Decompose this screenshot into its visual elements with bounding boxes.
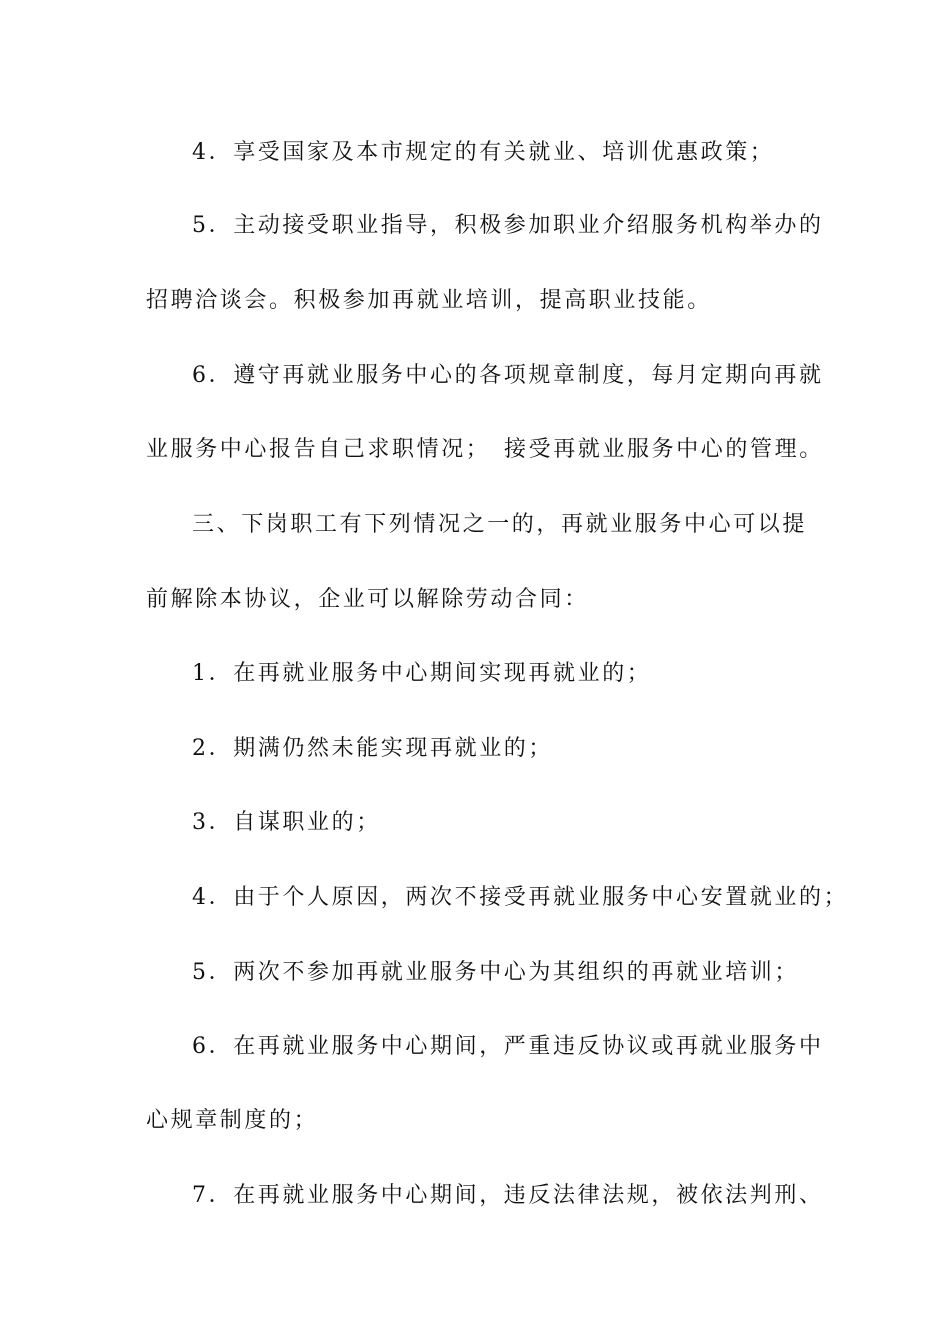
paragraph-line: 招聘洽谈会。积极参加再就业培训，提高职业技能。 [146, 288, 712, 313]
list-item: 2．期满仍然未能实现再就业的； [192, 736, 553, 761]
list-item: 6．在再就业服务中心期间，严重违反协议或再就业服务中 [192, 1034, 824, 1059]
list-item: 5．两次不参加再就业服务中心为其组织的再就业培训； [192, 960, 799, 985]
list-item: 7．在再就业服务中心期间，违反法律法规，被依法判刑、 [192, 1183, 824, 1208]
paragraph-line: 前解除本协议，企业可以解除劳动合同： [146, 587, 589, 612]
paragraph-line: 4．享受国家及本市规定的有关就业、培训优惠政策； [192, 140, 775, 165]
list-item: 4．由于个人原因，两次不接受再就业服务中心安置就业的； [192, 885, 849, 910]
paragraph-line: 业服务中心报告自己求职情况； 接受再就业服务中心的管理。 [146, 437, 824, 462]
list-item-continuation: 心规章制度的； [146, 1108, 319, 1133]
paragraph-line: 5．主动接受职业指导，积极参加职业介绍服务机构举办的 [192, 213, 824, 238]
list-item: 1．在再就业服务中心期间实现再就业的； [192, 661, 652, 686]
section-heading-line: 三、下岗职工有下列情况之一的，再就业服务中心可以提 [192, 512, 808, 537]
paragraph-line: 6．遵守再就业服务中心的各项规章制度，每月定期向再就 [192, 363, 824, 388]
list-item: 3．自谋职业的； [192, 810, 381, 835]
